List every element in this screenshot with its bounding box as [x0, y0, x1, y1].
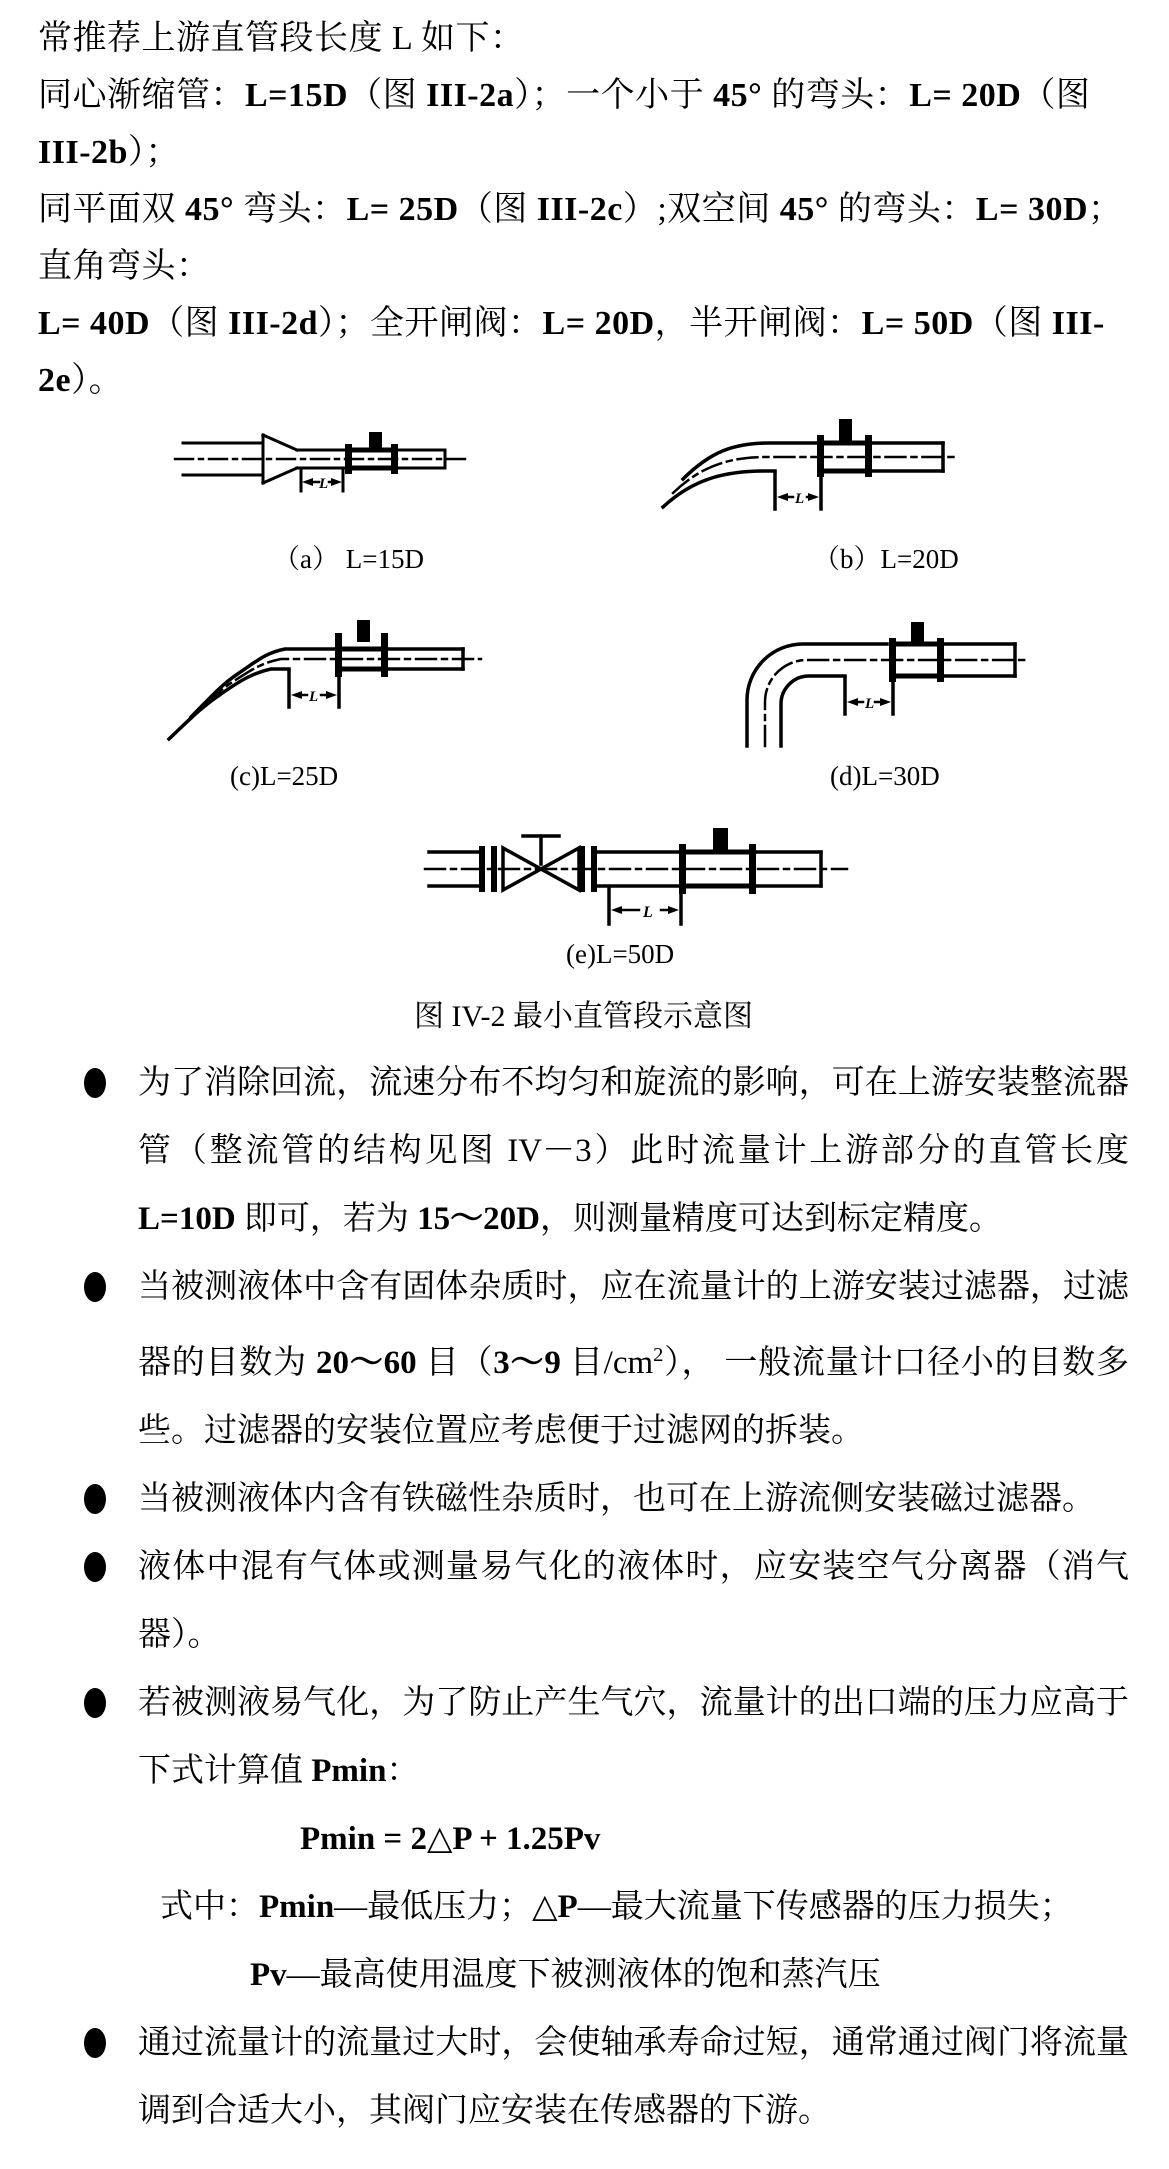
diagram-a-concentric-reducer — [173, 419, 473, 529]
bullet-text — [138, 1065, 1129, 1237]
diagram-d-right-angle-elbow — [723, 614, 1033, 754]
text-segment: ）， 一般流量计口径小的目数多些。过滤器的安装位置应考虑便于过滤网的拆装。 — [138, 1345, 1130, 1449]
figure-iv2 — [38, 409, 1129, 1049]
bullet-text: 液体中混有气体或测量易气化的液体时，应安装空气分离器（消气器）。 — [138, 1549, 1129, 1653]
text-segment: L=15D — [245, 77, 349, 114]
intro-line-3 — [38, 181, 1129, 295]
bullet-dot-icon — [84, 1484, 106, 1514]
text-segment: III-2a — [426, 77, 515, 114]
text-segment: ，半开闸阀： — [654, 305, 862, 342]
text-segment: （图 — [348, 77, 427, 114]
intro-line-4 — [38, 295, 1129, 409]
bullet-text — [138, 1685, 1129, 1789]
text-segment: III-2e — [38, 305, 1105, 399]
text-segment: ）；全开闸阀： — [318, 305, 543, 342]
bullet-dot-icon — [84, 1552, 106, 1582]
text-segment: 式中： — [160, 1889, 259, 1925]
text-segment: Pv — [250, 1957, 287, 1993]
text-segment: L= 20D — [542, 305, 655, 342]
bullet-item-filter — [38, 1253, 1129, 1465]
bullet-text: 当被测液体内含有铁磁性杂质时，也可在上游流侧安装磁过滤器。 — [138, 1481, 1095, 1517]
text-segment: 3～9 — [493, 1345, 561, 1381]
bullet-item-air-separator — [38, 1533, 1129, 1669]
text-segment: —最低压力； — [334, 1889, 533, 1925]
text-segment: L= 40D — [38, 305, 151, 342]
figure-title: 图 IV-2 最小直管段示意图 — [414, 1000, 753, 1033]
text-segment: ；直角弯头： — [38, 191, 1123, 285]
text-segment: 目/cm — [560, 1345, 654, 1381]
diagram-b-45deg-bend — [653, 409, 963, 539]
text-segment: 45° — [713, 77, 763, 114]
text-segment: 弯头： — [234, 191, 347, 228]
bullet-item-magnetic-filter — [38, 1465, 1129, 1533]
dimension-label: L — [319, 476, 329, 492]
text-segment: L= 25D — [346, 191, 459, 228]
dimension-label: L — [795, 491, 805, 507]
caption-b: （b）L=20D — [813, 544, 959, 574]
text-segment: Pmin — [259, 1889, 335, 1925]
formula-pv-note — [38, 1941, 1129, 2009]
text-segment: L= 50D — [861, 305, 974, 342]
text-segment: 45° — [779, 191, 829, 228]
superscript: 2 — [653, 1344, 664, 1366]
bullet-text: 通过流量计的流量过大时，会使轴承寿命过短，通常通过阀门将流量调到合适大小，其阀门应安装在传感器的下游。 — [138, 2025, 1129, 2129]
bullet-dot-icon — [84, 1688, 106, 1718]
bullet-item-flow-too-large — [38, 2009, 1129, 2145]
text-segment: ： — [386, 1753, 420, 1789]
bullet-dot-icon — [84, 1068, 106, 1098]
diagram-e-gate-valve — [423, 824, 853, 939]
text-segment: III-2d — [228, 305, 319, 342]
text-segment: ）。 — [71, 362, 124, 399]
text-segment: Pmin — [311, 1753, 387, 1789]
text-segment: ）;双空间 — [622, 191, 780, 228]
dimension-label: L — [865, 696, 875, 712]
caption-d: (d)L=30D — [830, 761, 940, 791]
bullet-text — [138, 1269, 1129, 1449]
formula-where-note — [38, 1873, 1129, 1941]
caption-c: (c)L=25D — [230, 761, 339, 791]
text-segment: （图 — [1021, 77, 1091, 114]
text-segment: L= 30D — [975, 191, 1088, 228]
text-segment: 的弯头： — [828, 191, 976, 228]
text-segment: 当被测液体中含有固体杂质时，应在流量计的上游安装过滤器，过滤器的目数为 — [138, 1269, 1129, 1381]
text-segment: 同平面双 — [38, 191, 185, 228]
text-segment: III-2b — [38, 134, 128, 171]
formula-pmin: Pmin = 2△P + 1.25Pv — [300, 1821, 601, 1857]
text-segment: （图 — [150, 305, 229, 342]
bullet-item-rectifier — [38, 1049, 1129, 1253]
bullet-item-cavitation — [38, 1669, 1129, 1805]
text-segment: 目（ — [416, 1345, 494, 1381]
diagram-c-double-45deg-bend — [163, 609, 493, 749]
text-segment: 即可，若为 — [235, 1201, 418, 1237]
text-segment: 为了消除回流，流速分布不均匀和旋流的影响，可在上游安装整流器管（整流管的结构见图 IV－3）此时流量计上游部分的直管长度 — [138, 1065, 1129, 1169]
text-segment: ）； — [127, 134, 180, 171]
caption-a: （a） L=15D — [273, 544, 424, 574]
bullet-dot-icon — [84, 1272, 106, 1302]
text-segment: △P — [532, 1889, 578, 1925]
bullet-dot-icon — [84, 2028, 106, 2058]
caption-e: (e)L=50D — [566, 939, 675, 969]
text-segment: 若被测液易气化，为了防止产生气穴，流量计的出口端的压力应高于下式计算值 — [138, 1685, 1129, 1789]
text-segment: L= 20D — [909, 77, 1022, 114]
dimension-label: L — [309, 689, 319, 705]
intro-line-1: 常推荐上游直管段长度 L 如下： — [38, 20, 525, 57]
text-segment: —最高使用温度下被测液体的饱和蒸汽压 — [286, 1957, 881, 1993]
text-segment: 的弯头： — [762, 77, 910, 114]
text-segment: （图 — [458, 191, 537, 228]
text-segment: ）；一个小于 — [514, 77, 714, 114]
text-segment: 15～20D — [417, 1201, 540, 1237]
text-segment: （图 — [973, 305, 1052, 342]
text-segment: L=10D — [138, 1201, 236, 1237]
text-segment: 20～60 — [316, 1345, 417, 1381]
text-segment: III-2c — [536, 191, 623, 228]
text-segment: 同心渐缩管： — [38, 77, 245, 114]
dimension-label: L — [643, 904, 653, 921]
text-segment: 45° — [185, 191, 235, 228]
text-segment: ，则测量精度可达到标定精度。 — [540, 1201, 1002, 1237]
intro-line-2 — [38, 67, 1129, 181]
text-segment: —最大流量下传感器的压力损失； — [577, 1889, 1073, 1925]
